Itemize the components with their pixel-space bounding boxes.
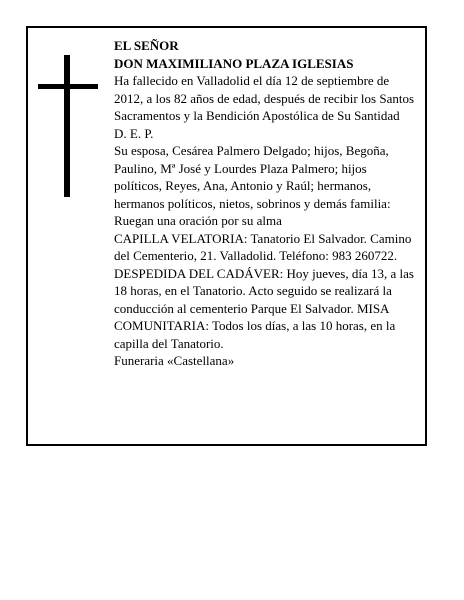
death-announcement: Ha fallecido en Valladolid el día 12 de septiembre de 2012, a los 82 años de edad, después de recibir los Santos Sacramentos y la Bendición Apostólica de Su Santidad <box>114 73 415 123</box>
funeral-home: Funeraria «Castellana» <box>114 353 235 368</box>
funeral-details: DESPEDIDA DEL CADÁVER: Hoy jueves, día 13, a las 18 horas, en el Tanatorio. Acto seguido se realizará la conducción al cementerio Parque El Salvador. MISA COMUNITARIA: Todos los días, a las 10 horas, en la capilla del Tanatorio. <box>114 265 414 351</box>
notice-text <box>114 37 416 370</box>
cross-icon <box>38 55 98 197</box>
cross-vertical-bar <box>64 55 70 197</box>
family-list: Su esposa, Cesárea Palmero Delgado; hijos, Begoña, Paulino, Mª José y Lourdes Plaza Palmero; hijos políticos, Reyes, Ana, Antonio y Raúl; hermanos, hermanos políticos, nietos, sobrinos y demás familia: <box>114 143 391 211</box>
rip-line: D. E. P. <box>114 125 154 141</box>
cross-horizontal-bar <box>38 84 98 89</box>
deceased-name: DON MAXIMILIANO PLAZA IGLESIAS <box>114 55 354 71</box>
chapel-info: CAPILLA VELATORIA: Tanatorio El Salvador. Camino del Cementerio, 21. Valladolid. Teléfono: 983 260722. <box>114 230 412 263</box>
prayer-request: Ruegan una oración por su alma <box>114 213 282 228</box>
title-line-1: EL SEÑOR <box>114 38 179 53</box>
